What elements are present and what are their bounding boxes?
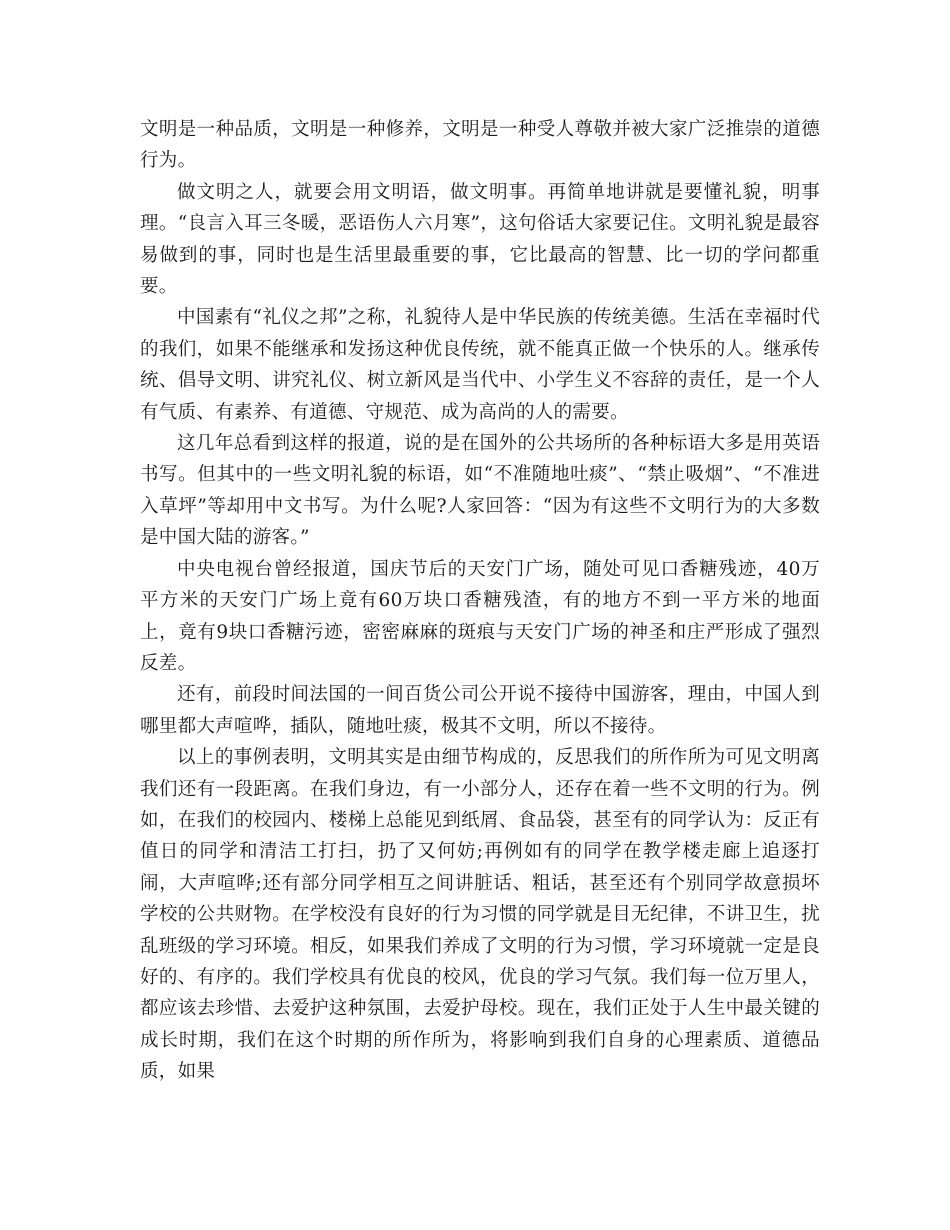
paragraph-1: 文明是一种品质，文明是一种修养，文明是一种受人尊敬并被大家广泛推崇的道德行为。 — [140, 119, 820, 172]
paragraph-6: 还有，前段时间法国的一间百货公司公开说不接待中国游客，理由，中国人到哪里都大声喧哗，插队，随地吐痰，极其不文明，所以不接待。 — [140, 684, 820, 737]
paragraph-5: 中央电视台曾经报道，国庆节后的天安门广场，随处可见口香糖残迹，40万平方米的天安门广场上竟有60万块口香糖残渣，有的地方不到一平方米的地面上，竟有9块口香糖污迹，密密麻麻的斑痕与天安门广场的神圣和庄严形成了强烈反差。 — [140, 558, 820, 674]
paragraph-7: 以上的事例表明，文明其实是由细节构成的，反思我们的所作所为可见文明离我们还有一段距离。在我们身边，有一小部分人，还存在着一些不文明的行为。例如，在我们的校园内、楼梯上总能见到纸屑、食品袋，甚至有的同学认为：反正有值日的同学和清洁工打扫，扔了又何妨;再例如有的同学在教学楼走廊上追逐打闹，大声喧哗;还有部分同学相互之间讲脏话、粗话，甚至还有个别同学故意损坏学校的公共财物。在学校没有良好的行为习惯的同学就是目无纪律，不讲卫生，扰乱班级的学习环境。相反，如果我们养成了文明的行为习惯，学习环境就一定是良好的、有序的。我们学校具有优良的校风，优良的学习气氛。我们每一位万里人，都应该去珍惜、去爱护这种氛围，去爱护母校。现在，我们正处于人生中最关键的成长时期，我们在这个时期的所作所为，将影响到我们自身的心理素质、道德品质，如果 — [140, 747, 820, 1083]
paragraph-2: 做文明之人，就要会用文明语，做文明事。再简单地讲就是要懂礼貌，明事理。“良言入耳三冬暖，恶语伤人六月寒”，这句俗话大家要记住。文明礼貌是最容易做到的事，同时也是生活里最重要的事，它比最高的智慧、比一切的学问都重要。 — [140, 181, 820, 298]
paragraph-3: 中国素有“礼仪之邦”之称，礼貌待人是中华民族的传统美德。生活在幸福时代的我们，如果不能继承和发扬这种优良传统，就不能真正做一个快乐的人。继承传统、倡导文明、讲究礼仪、树立新风是当代中、小学生义不容辞的责任，是一个人有气质、有素养、有道德、守规范、成为高尚的人的需要。 — [140, 307, 820, 423]
paragraph-4: 这几年总看到这样的报道，说的是在国外的公共场所的各种标语大多是用英语书写。但其中的一些文明礼貌的标语，如“不准随地吐痰”、“禁止吸烟”、“不准进入草坪”等却用中文书写。为什么呢?人家回答：“因为有这些不文明行为的大多数是中国大陆的游客。” — [140, 433, 820, 549]
document-body — [140, 114, 820, 1088]
